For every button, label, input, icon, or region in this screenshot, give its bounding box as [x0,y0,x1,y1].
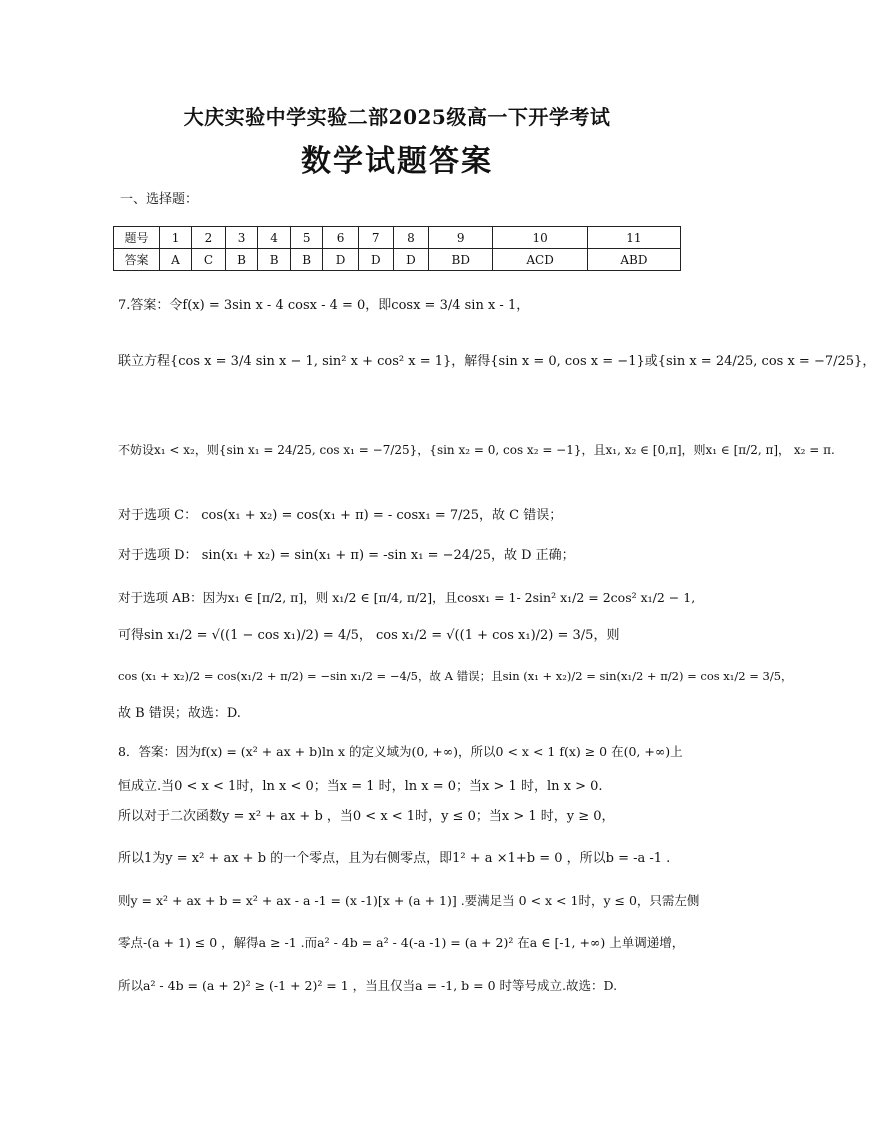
q8-line-5: 则y = x² + ax + b = x² + ax - a -1 = (x -1)[x + (a + 1)] .要满足当 0 < x < 1时，y ≤ 0，只需左侧 [118,893,700,908]
q7-line-8: cos (x₁ + x₂)/2 = cos(x₁/2 + π/2) = −sin x₁/2 = −4/5，故 A 错误；且sin (x₁ + x₂)/2 = sin(x₁/2 + π/2) = cos x₁/2 = 3/5， [118,669,793,683]
q7-line-7: 可得sin x₁/2 = √((1 − cos x₁)/2) = 4/5， cos x₁/2 = √((1 + cos x₁)/2) = 3/5，则 [118,628,620,643]
answer-cell: D [393,249,428,271]
question-number-cell: 5 [290,227,323,249]
question-number-cell: 6 [323,227,358,249]
answer-cell: B [290,249,323,271]
q8-line-6: 零点-(a + 1) ≤ 0 ，解得a ≥ -1 .而a² - 4b = a² - 4(-a -1) = (a + 2)² 在a ∈ [-1, +∞) 上单调递增， [118,935,685,950]
question-number-cell: 11 [587,227,680,249]
question-number-cell: 3 [225,227,258,249]
q7-line-2: 联立方程{cos x = 3/4 sin x − 1, sin² x + cos² x = 1}，解得{sin x = 0, cos x = −1}或{sin x = 24/25, cos x = −7/25}， [118,354,875,369]
question-number-cell: 10 [493,227,587,249]
q7-line-6: 对于选项 AB：因为x₁ ∈ [π/2, π]，则 x₁/2 ∈ [π/4, π/2]，且cosx₁ = 1- 2sin² x₁/2 = 2cos² x₁/2 − 1, [118,590,696,605]
exam-subtitle: 数学试题答案 [301,144,493,179]
question-number-cell: 9 [429,227,493,249]
answer-cell: BD [429,249,493,271]
answer-cell: A [160,249,192,271]
q7-line-4: 对于选项 C： cos(x₁ + x₂) = cos(x₁ + π) = - cosx₁ = 7/25，故 C 错误； [118,508,563,523]
q8-line-7: 所以a² - 4b = (a + 2)² ≥ (-1 + 2)² = 1 ，当且仅当a = -1, b = 0 时等号成立.故选：D. [118,978,618,993]
answer-cell: ABD [587,249,680,271]
answer-cell: ACD [493,249,587,271]
answer-table [113,226,681,271]
question-number-cell: 7 [358,227,393,249]
table-row-numbers [114,227,681,249]
table-label: 答案 [114,249,160,271]
answer-cell: B [225,249,258,271]
answer-cell: B [258,249,291,271]
answer-cell: C [192,249,226,271]
answer-cell: D [358,249,393,271]
question-number-cell: 1 [160,227,192,249]
q8-line-1: 8．答案：因为f(x) = (x² + ax + b)ln x 的定义域为(0, +∞)，所以0 < x < 1 f(x) ≥ 0 在(0, +∞)上 [118,744,683,759]
table-row-answers [114,249,681,271]
exam-title: 大庆实验中学实验二部2025级高一下开学考试 [183,105,611,129]
q7-line-1: 7.答案：令f(x) = 3sin x - 4 cosx - 4 = 0，即cosx = 3/4 sin x - 1， [118,298,530,313]
q7-line-9: 故 B 错误；故选：D. [118,706,241,721]
answer-cell: D [323,249,358,271]
q8-line-4: 所以1为y = x² + ax + b 的一个零点，且为右侧零点，即1² + a ×1+b = 0 ，所以b = -a -1 . [118,851,671,866]
q7-line-5: 对于选项 D： sin(x₁ + x₂) = sin(x₁ + π) = -sin x₁ = −24/25，故 D 正确； [118,548,575,563]
table-label: 题号 [114,227,160,249]
question-number-cell: 8 [393,227,428,249]
q8-line-3: 所以对于二次函数y = x² + ax + b ，当0 < x < 1时，y ≤ 0；当x > 1 时，y ≥ 0， [118,809,615,824]
question-number-cell: 4 [258,227,291,249]
section-heading-choice: 一、选择题： [120,192,199,207]
question-number-cell: 2 [192,227,226,249]
q7-line-3: 不妨设x₁ < x₂，则{sin x₁ = 24/25, cos x₁ = −7/25}，{sin x₂ = 0, cos x₂ = −1}，且x₁, x₂ ∈ [0,π]，则x₁ ∈ [π/2, π]， x₂ = π. [118,443,835,457]
q8-line-2: 恒成立.当0 < x < 1时，ln x < 0；当x = 1 时，ln x = 0；当x > 1 时，ln x > 0. [118,779,603,794]
